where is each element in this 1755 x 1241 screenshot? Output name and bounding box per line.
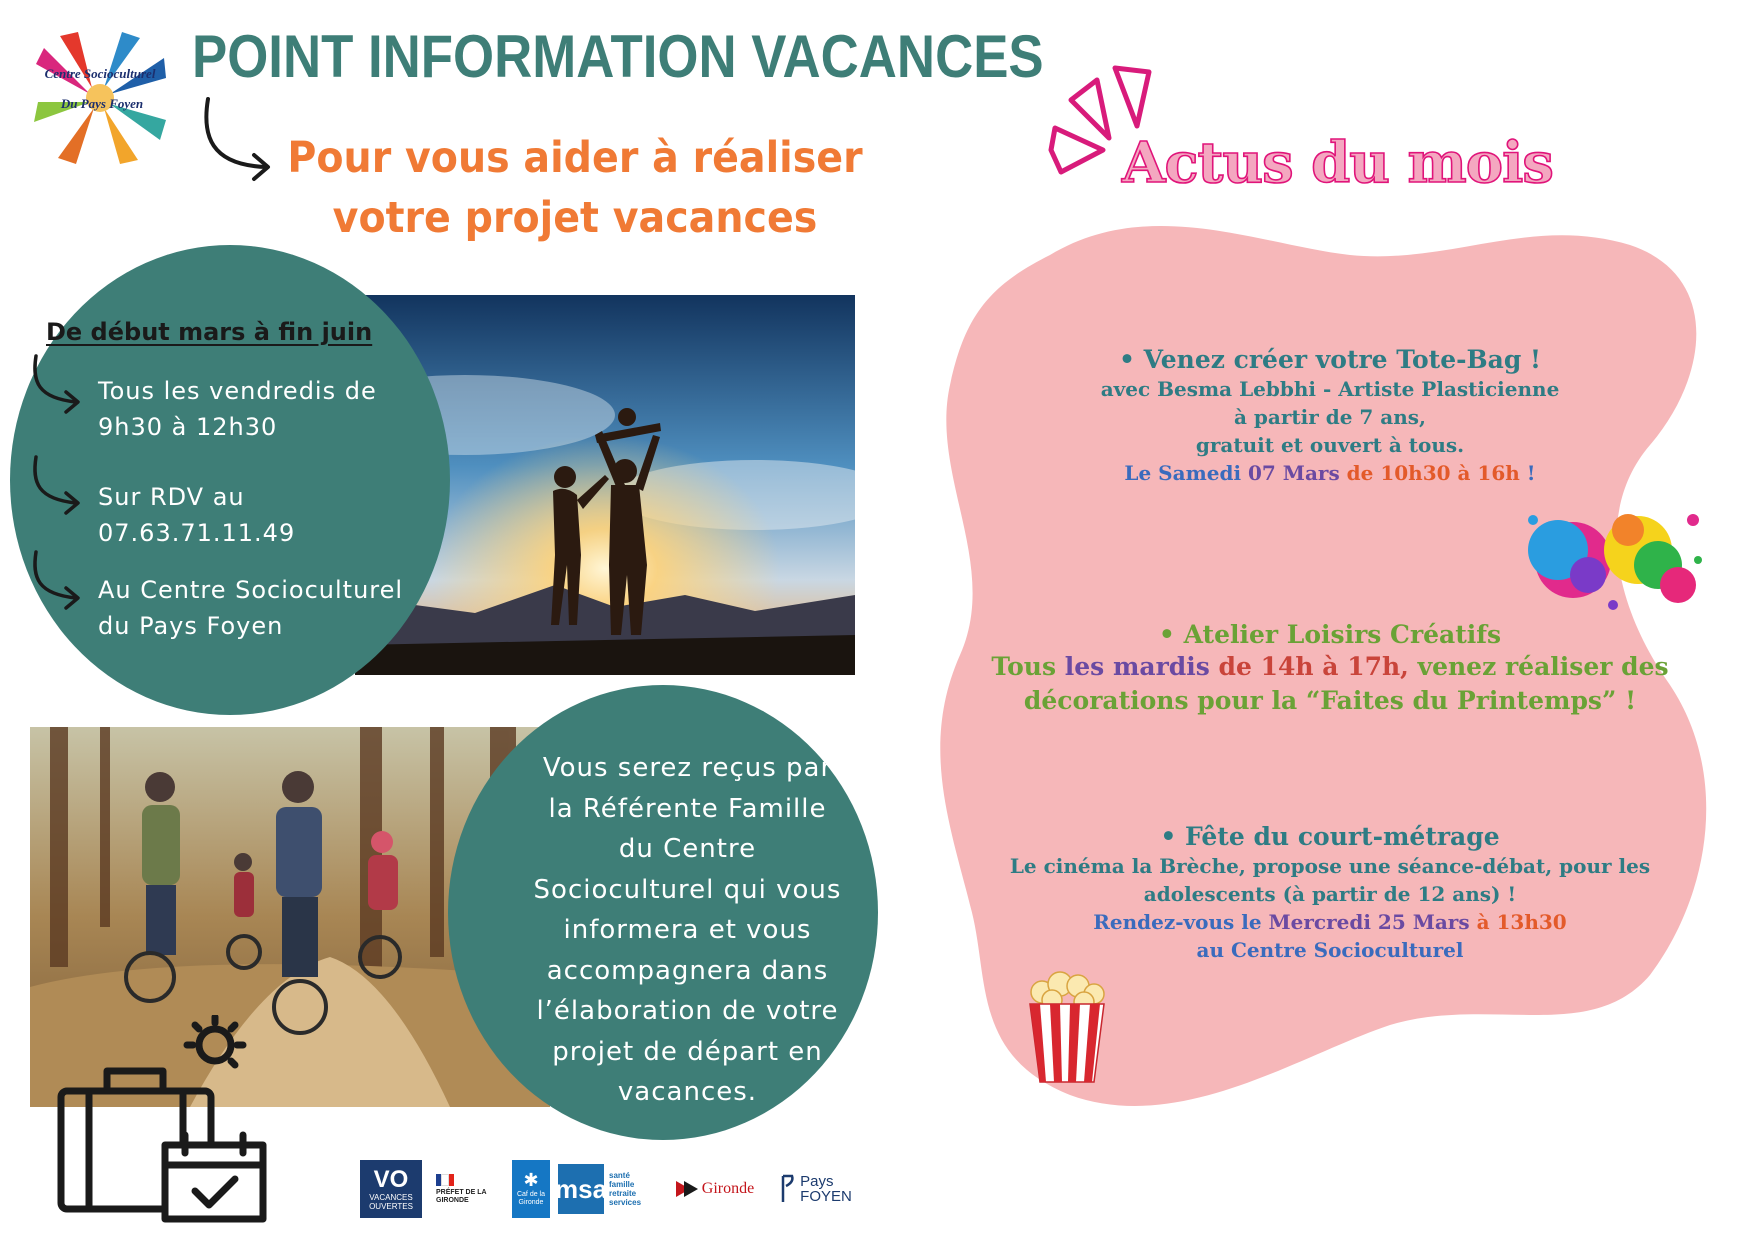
welcome-text: Vous serez reçus par la Référente Famille du Centre Socioculturel qui vous informera et vous accompagnera dans l’élaboration de votre projet de départ en vacances. bbox=[533, 753, 842, 1107]
gironde-logo: Gironde bbox=[664, 1160, 764, 1218]
news-title: Actus du mois bbox=[1122, 130, 1553, 196]
prefet-gironde-logo: PRÉFET DE LA GIRONDE bbox=[436, 1160, 500, 1218]
main-title: POINT INFORMATION VACANCES bbox=[192, 23, 1044, 90]
subtitle: Pour vous aider à réaliser votre projet vacances bbox=[287, 133, 863, 243]
caf-logo: ✱ Caf de la Gironde bbox=[512, 1160, 550, 1218]
schedule-item-days: Tous les vendredis de 9h30 à 12h30 bbox=[98, 377, 377, 441]
paint-splash-image bbox=[1518, 490, 1708, 620]
pays-foyen-mark-icon bbox=[780, 1174, 796, 1204]
hook-arrow-icon bbox=[30, 352, 86, 418]
phone-number: 07.63.71.11.49 bbox=[98, 519, 296, 547]
centre-socioculturel-logo bbox=[30, 28, 170, 168]
event-short-film: • Fête du court-métrage Le cinéma la Brèche, propose une séance-débat, pour les adolescents (à partir de 12 ans) ! Rendez-vous le Mercredi 25 Mars à 13h30 au Centre Socioculturel bbox=[1009, 822, 1651, 962]
msa-logo: msa santé famille retraite services bbox=[558, 1160, 654, 1218]
vacances-ouvertes-logo: VO VACANCES OUVERTES bbox=[360, 1160, 422, 1218]
svg-text:Centre Socioculturel: Centre Socioculturel bbox=[44, 66, 156, 81]
schedule-item-place: Au Centre Socioculturel du Pays Foyen bbox=[98, 576, 404, 640]
hook-arrow-icon bbox=[30, 453, 86, 519]
hook-arrow-icon bbox=[30, 548, 86, 614]
suitcase-calendar-icon bbox=[55, 1015, 270, 1225]
event-creative-workshop: • Atelier Loisirs Créatifs Tous les mardis de 14h à 17h, venez réaliser des décorations pour la “Faites du Printemps” ! bbox=[991, 620, 1669, 715]
schedule-item-phone: Sur RDV au 07.63.71.11.49 bbox=[98, 479, 295, 551]
period-title: De début mars à fin juin bbox=[46, 318, 373, 346]
event-tote-bag: • Venez créer votre Tote-Bag ! avec Besma Lebbhi - Artiste Plasticienne à partir de 7 ans, gratuit et ouvert à tous. Le Samedi 07 Mars de 10h30 à 16h ! bbox=[1100, 345, 1560, 485]
svg-text:Du Pays Foyen: Du Pays Foyen bbox=[60, 96, 144, 111]
popcorn-icon bbox=[1022, 970, 1112, 1085]
gironde-chevron-icon bbox=[674, 1177, 698, 1201]
pays-foyen-logo: Pays FOYEN bbox=[776, 1160, 856, 1218]
